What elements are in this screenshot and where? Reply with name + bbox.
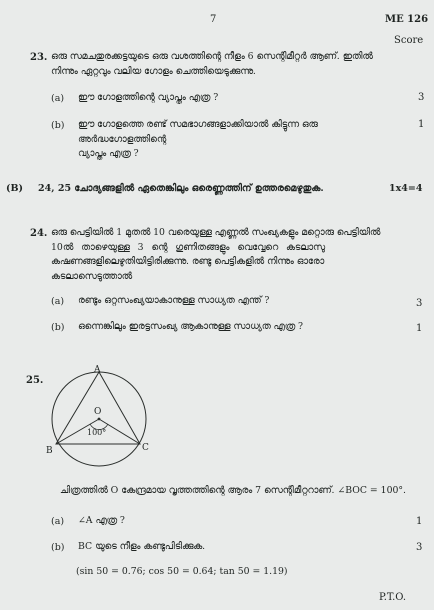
q25-number: 25. [26, 375, 44, 386]
q25-hint: (sin 50 = 0.76; cos 50 = 0.64; tan 50 = 1.19) [76, 566, 288, 577]
q23-line1: ഒരു സമചതുരക്കട്ടയുടെ ഒരു വശത്തിന്റെ നീളം 6 സെന്റിമീറ്റർ ആണ്. ഇതിൽ [51, 51, 373, 62]
paper-code: ME 126 [385, 14, 429, 25]
q25-statement: ചിത്രത്തിൽ O കേന്ദ്രമായ വൃത്തത്തിന്റെ ആരം 7 സെന്റിമീറ്ററാണ്. ∠BOC = 100°. [60, 485, 407, 496]
q24-b-label: (b) [51, 322, 65, 333]
pto-label: P.T.O. [379, 592, 407, 603]
q24-b-text: ഒന്നെങ്കിലും ഇരട്ടസംഖ്യ ആകാനുള്ള സാധ്യത എത്ര ? [78, 321, 303, 332]
q24-line4: കടലാസെടുത്താൽ [51, 270, 133, 282]
q24-b-mark: 1 [416, 323, 423, 334]
section-b-marks: 1x4=4 [389, 183, 423, 194]
label-c: C [142, 443, 149, 453]
q23-b-line2: വ്യാപ്തം എത്ര ? [78, 148, 139, 159]
q23-line2: നിന്നും ഏറ്റവും വലിയ ഗോളം ചെത്തിയെടുക്കുന്നു. [51, 65, 256, 77]
q23-b-text [78, 118, 398, 162]
q24-a-text: രണ്ടും ഒറ്റസംഖ്യയാകാനുള്ള സാധ്യത എന്ത് ? [78, 295, 270, 306]
section-b-instruction: 24, 25 ചോദ്യങ്ങളിൽ ഏതെങ്കിലും ഒരെണ്ണത്തിന് ഉത്തരമെഴുതുക. [38, 183, 324, 194]
q25-b-text: BC യുടെ നീളം കണ്ടുപിടിക്കുക. [78, 541, 206, 552]
q23-b-line1: ഈ ഗോളത്തെ രണ്ട് സമഭാഗങ്ങളാക്കിയാൽ കിട്ടുന്ന ഒരു അർദ്ധഗോളത്തിന്റെ [78, 119, 318, 145]
angle-label: 100° [87, 428, 107, 437]
q25-b-label: (b) [51, 542, 65, 553]
circle-diagram [28, 364, 160, 470]
center-point [98, 418, 101, 421]
q25-b-mark: 3 [416, 542, 423, 553]
score-label: Score [394, 35, 424, 46]
q24-line1: ഒരു പെട്ടിയിൽ 1 മുതൽ 10 വരെയുള്ള എണ്ണൽ സംഖ്യകളും മറ്റൊരു പെട്ടിയിൽ [51, 227, 381, 238]
q24-line3: കഷണങ്ങളിലെഴുതിയിട്ടിരിക്കുന്നു. രണ്ടു പെട്ടികളിൽ നിന്നും ഓരോ [51, 256, 325, 267]
q23-b-mark: 1 [418, 119, 425, 130]
label-a: A [94, 365, 101, 375]
q23-a-label: (a) [51, 93, 65, 104]
q24-text [51, 226, 411, 284]
q24-a-label: (a) [51, 296, 65, 307]
section-b-label: (B) [6, 183, 24, 194]
page-number: 7 [210, 14, 217, 25]
q25-a-mark: 1 [416, 516, 423, 527]
q23-a-text: ഈ ഗോളത്തിന്റെ വ്യാപ്തം എത്ര ? [78, 92, 219, 103]
q24-number: 24. [30, 228, 48, 239]
q23-b-label: (b) [51, 120, 65, 131]
label-o: O [94, 407, 102, 417]
label-b: B [46, 446, 53, 456]
q25-a-text: ∠A എത്ര ? [78, 515, 125, 526]
q24-line2: 10ൽ താഴെയുള്ള 3 ന്റെ ഗുണിതങ്ങളും വെവ്വേറെ കടലാസു [51, 241, 325, 253]
q23-a-mark: 3 [418, 92, 425, 103]
q25-a-label: (a) [51, 516, 65, 527]
q24-a-mark: 3 [416, 298, 423, 309]
q23-number: 23. [30, 52, 48, 63]
q23-text [51, 50, 411, 79]
